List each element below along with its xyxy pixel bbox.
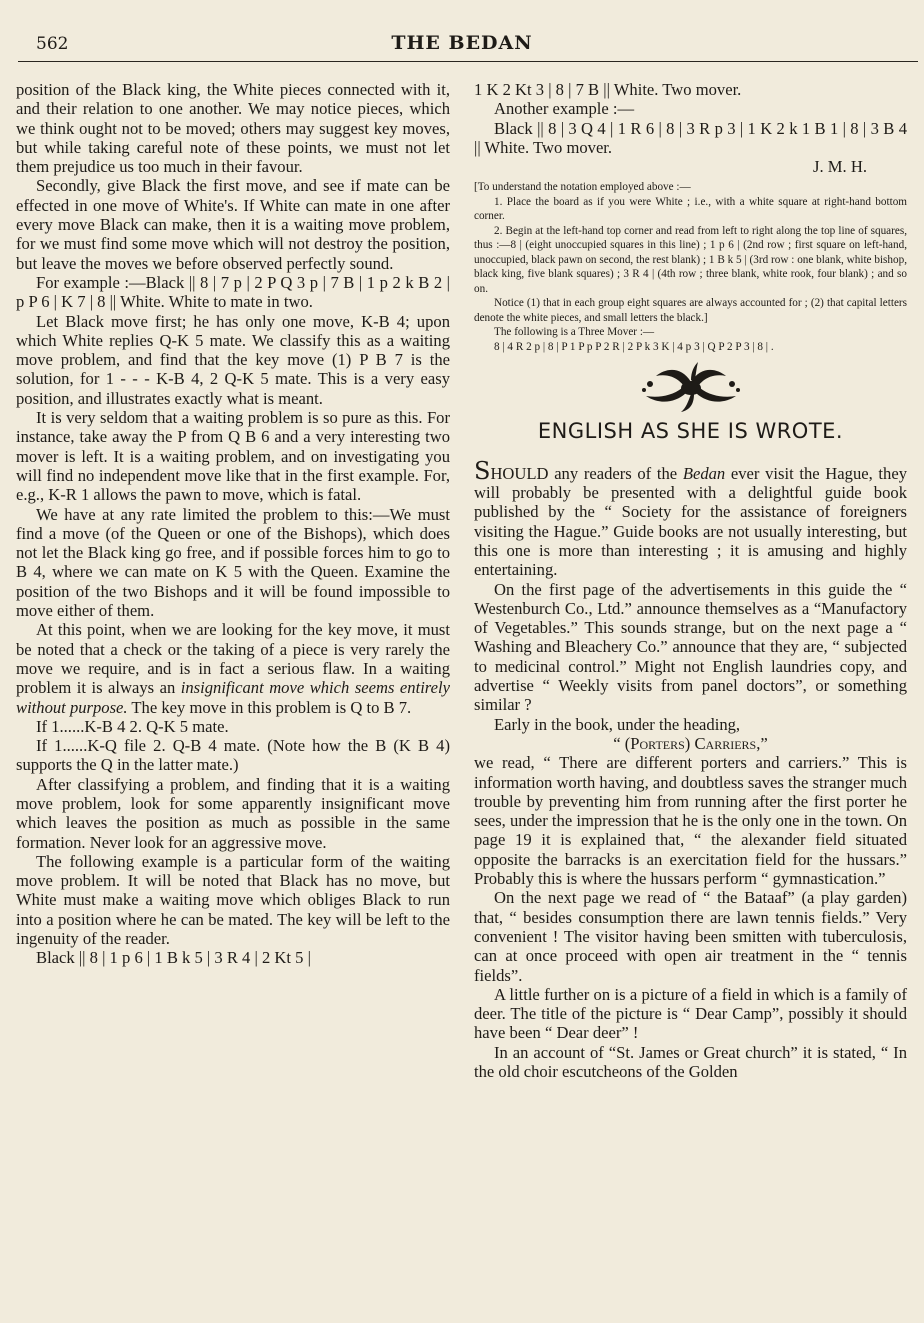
small-caps-run: HOULD [490, 463, 549, 483]
italic-run: insignificant move which seems entirely without purpose. [16, 678, 450, 717]
text-run: ever visit the Hague, they will probably be presented with a delightful guide book published by the “ Society for the assistance of foreigners visiting the Hague.” Guide books are not usually interesting, but this one is more than interesting ; it is amusing and highly entertaining. [474, 463, 907, 580]
signature: J. M. H. [813, 157, 867, 177]
paragraph [16, 620, 450, 716]
paragraph: On the first page of the advertisements in this guide the “ Westenburch Co., Ltd.” announce themselves as a “Manufactory of Vegetables.” This sounds strange, but on the next page a “ Washing and Bleachery Co.” announce that they are, “ subjected to medicinal control.” Might not English laundries copy, and advertise “ Weekly visits from panel doctors”, or something similar ? [474, 579, 907, 715]
notation-example: For example :—Black || 8 | 7 p | 2 P Q 3 p | 7 B | 1 p 2 k B 2 | p P 6 | K 7 | 8 || White. White to mate in two. [16, 272, 450, 312]
header-rule [18, 61, 918, 62]
text-run: The key move in this problem is Q to B 7. [131, 697, 412, 717]
paragraph: In an account of “St. James or Great church” it is stated, “ In the old choir escutcheons of the Golden [474, 1042, 907, 1081]
paragraph: It is very seldom that a waiting problem is so pure as this. For instance, take away the P from Q B 6 and a very interesting two mover is left. It is a waiting problem, and on investigating you will find no independent move like that in the first example. For, e.g., K-R 1 allows the pawn to move, which is fatal. [16, 408, 450, 505]
drop-cap: S [474, 456, 491, 485]
paragraph: A little further on is a picture of a field in which is a family of deer. The title of the picture is “ Dear Camp”, possibly it should have been “ Dear deer” ! [474, 984, 907, 1043]
quoted-heading: “ (Porters) Carriers,” [613, 733, 768, 753]
note-item: 1. Place the board as if you were White ; i.e., with a white square at right-hand bottom corner. [474, 195, 907, 223]
running-title: THE BEDAN [391, 32, 533, 54]
paragraph: The following example is a particular form of the waiting move problem. It will be noted that Black has no move, but White must make a waiting move which obliges Black to run into a position where he can be mated. The key will be left to the ingenuity of the reader. [16, 851, 450, 949]
paragraph: Secondly, give Black the first move, and see if mate can be effected in one move of White's. If White can mate in one after every move Black can make, then it is a waiting move problem, for we must find some move which will not destroy the position, but leave the moves we before observed perfectly sound. [16, 176, 450, 273]
notation-example: Black || 8 | 1 p 6 | 1 B k 5 | 3 R 4 | 2 Kt 5 | [36, 948, 311, 968]
page-number: 562 [36, 34, 69, 54]
paragraph: Early in the book, under the heading, [494, 714, 741, 734]
article-title: ENGLISH AS SHE IS WROTE. [537, 419, 844, 444]
italic-run: Bedan [682, 463, 726, 483]
paragraph: position of the Black king, the White pieces connected with it, and their relation to one another. We may notice pieces, which we think ought not to be moved; others may suggest key moves, but while taking careful note of these points, we must not let them prejudice us too much in their favour. [16, 80, 450, 177]
move-line: If 1......K-B 4 2. Q-K 5 mate. [36, 716, 229, 736]
left-column [16, 80, 450, 968]
text-run: At this point, when we are looking for the key move, it must be noted that a check or the taking of a piece is very rarely the move we require, and is in fact a serious flaw. In a waiting problem it is always an [16, 620, 450, 698]
move-line: If 1......K-Q file 2. Q-B 4 mate. (Note how the B (K B 4) supports the Q in the latter mate.) [16, 736, 450, 775]
note-intro: [To understand the notation employed above :— [474, 181, 691, 194]
floral-ornament-icon [474, 360, 907, 422]
paragraph: Another example :— [494, 99, 635, 119]
notation-note [474, 180, 907, 354]
notation-example: Black || 8 | 3 Q 4 | 1 R 6 | 8 | 3 R p 3 | 1 K 2 k 1 B 1 | 8 | 3 B 4 || White. Two mover. [474, 118, 907, 157]
paragraph: we read, “ There are different porters and carriers.” This is information worth having, and doubtless saves the stranger much trouble by preventing him from running after the first porter he sees, under the impression that he is the only one in the town. On page 19 it is explained that, “ the alexander field situated opposite the barracks is an exercitation field for the hussars.” Probably this is where the hussars perform “ gymnastication.” [474, 753, 907, 889]
note-item: 2. Begin at the left-hand top corner and read from left to right along the top line of squares, thus :—8 | (eight unoccupied squares in this line) ; 1 p 6 | (2nd row ; first square on left-hand, unoccupied, black pawn on second, the rest blank) ; 1 B k 5 | (3rd row : one blank, white bishop, black king, five blank squares) ; 3 R 4 | (4th row ; three blank, white rook, four blank) ; and so on. [474, 224, 907, 295]
paragraph: After classifying a problem, and finding that it is a waiting move problem, look for some apparently insignificant move which leaves the position as much as possible in the same formation. Never look for an aggressive move. [16, 774, 450, 852]
note-item: Notice (1) that in each group eight squares are always accounted for ; (2) that capital letters denote the white pieces, and small letters the black.] [474, 297, 907, 324]
paragraph: We have at any rate limited the problem to this:—We must find a move (of the Queen or one of the Bishops), which does not let the Black king go free, and if possible forces him to go to B 4, where we can mate on K 5 with the Queen. Examine the position of the two Bishops and it will be found impossible to move either of them. [16, 504, 450, 621]
paragraph [474, 456, 907, 580]
notation-example: 1 K 2 Kt 3 | 8 | 7 B || White. Two mover. [474, 80, 742, 99]
text-run: any readers of the [548, 463, 683, 483]
note-item: The following is a Three Mover :— [494, 326, 655, 339]
three-mover-notation: 8 | 4 R 2 p | 8 | P 1 P p P 2 R | 2 P k 3 K | 4 p 3 | Q P 2 P 3 | 8 | . [494, 340, 774, 353]
paragraph: Let Black move first; he has only one move, K-B 4; upon which White replies Q-K 5 mate. We classify this as a waiting move problem, and find that the key move (1) P B 7 is the solution, for 1 - - - K-B 4, 2 Q-K 5 mate. This is a very easy position, and illustrates exactly what is meant. [16, 311, 450, 408]
page-header [0, 28, 924, 68]
right-column [474, 80, 907, 1081]
paragraph: On the next page we read of “ the Bataaf” (a play garden) that, “ besides consumption there are lawn tennis fields.” Very convenient ! The visitor having been smitten with tuberculosis, can at once proceed with open air treatment in the “ tennis fields”. [474, 888, 907, 985]
